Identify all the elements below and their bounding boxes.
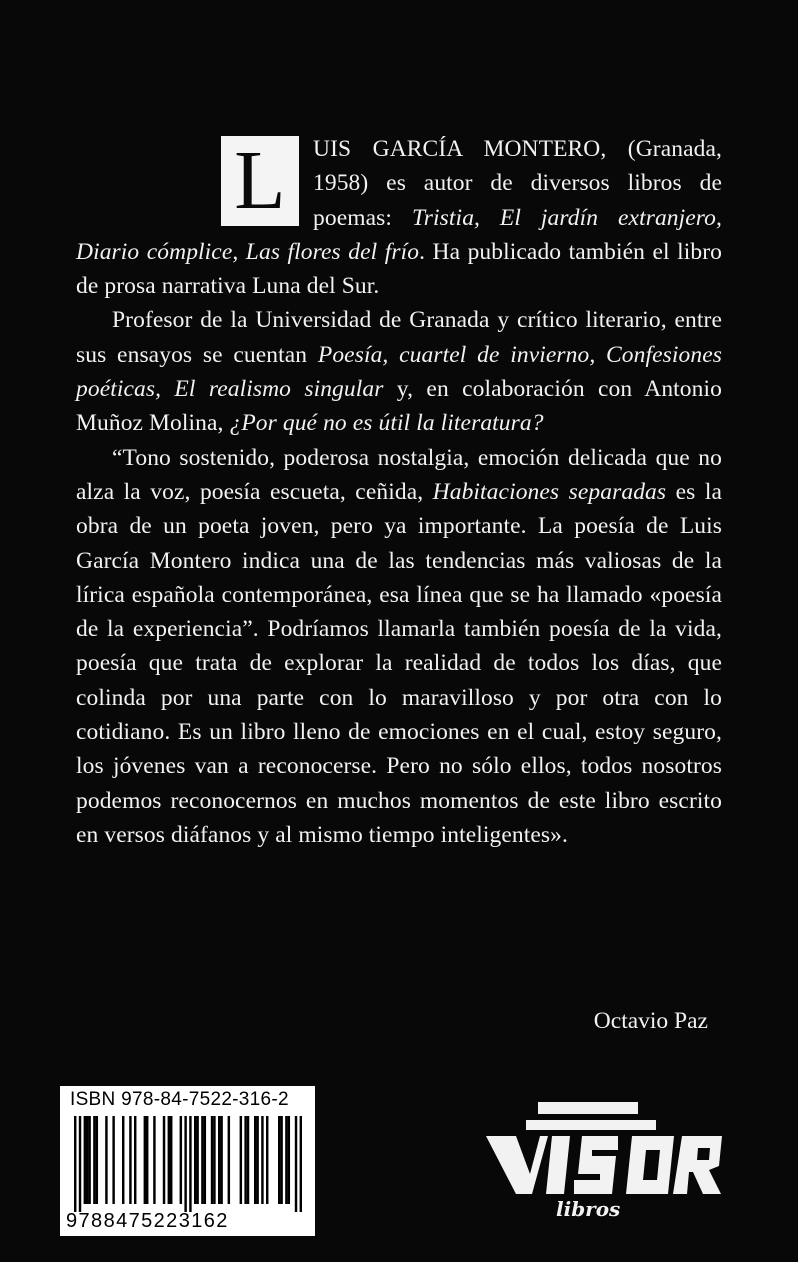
barcode-bar <box>153 1116 155 1204</box>
barcode-bar <box>254 1116 256 1204</box>
barcode-bar <box>170 1116 172 1204</box>
barcode-bar <box>196 1116 198 1204</box>
barcode-bar <box>112 1116 114 1204</box>
bio-p2-title-2: ¿Por qué no es útil la literatura? <box>229 410 544 437</box>
barcode-bar <box>122 1116 124 1204</box>
barcode-bar <box>240 1116 242 1204</box>
logo-sub: libros <box>556 1197 621 1221</box>
barcode-bar <box>256 1116 258 1204</box>
barcode-guard-bar <box>184 1116 186 1212</box>
barcode-bar <box>168 1116 170 1204</box>
barcode-bar <box>88 1116 90 1204</box>
barcode-bar <box>261 1116 263 1204</box>
bio-p2-text-2: y, en colaboración con Antonio Muñoz Molina, <box>76 376 722 437</box>
bio-paragraph-2 <box>76 303 722 440</box>
barcode-bar <box>105 1116 107 1204</box>
barcode-bar <box>213 1116 215 1204</box>
barcode-bar <box>220 1116 222 1204</box>
barcode-bar <box>228 1116 230 1204</box>
isbn-label: ISBN 978-84-7522-316-2 <box>70 1089 289 1110</box>
barcode-bar <box>288 1116 290 1204</box>
bio-p1-text-2: . Ha publicado también el libro de prosa narrativa Luna del Sur. <box>76 238 722 300</box>
bio-p2-titles: Poesía, cuartel de invierno, Confesiones poéticas, El realismo singular <box>76 341 723 403</box>
quote-author: Octavio Paz <box>593 1008 708 1034</box>
barcode-guard-bar <box>189 1116 191 1212</box>
quote-text-1: “Tono sostenido, poderosa nostalgia, emoción delicada que no alza la voz, poesía escueta, ceñida, <box>76 444 722 505</box>
barcode-bar <box>146 1116 148 1204</box>
barcode-guard-bar <box>74 1116 76 1212</box>
barcode-bar <box>96 1116 98 1204</box>
barcode-guard-bar <box>300 1116 302 1212</box>
barcode-digits: 9788475223162 <box>66 1210 229 1232</box>
barcode-bar <box>244 1116 246 1204</box>
quote-paragraph <box>76 441 722 853</box>
quote-title: Habitaciones separadas <box>432 478 667 505</box>
quote-text-2: es la obra de un poeta joven, pero ya importante. La poesía de Luis García Montero indica una de las tendencias más valiosas de la lírica española contemporánea, esa línea que se ha llamado «poesía de la experiencia”. Podríamos llamarla también poesía de la vida, poesía que trata de explorar la realidad de todos los días, que colinda por una parte con lo maravilloso y por otra con lo cotidiano. Es un libro lleno de emociones en el cual, estoy seguro, los jóvenes van a reconocerse. Pero no sólo ellos, todos nosotros podemos reconocernos en muchos momentos de este libro escrito en versos diáfanos y al mismo tiempo inteligentes». <box>76 478 722 848</box>
barcode-bar <box>285 1116 287 1204</box>
barcode-bar <box>129 1116 131 1204</box>
barcode-bar <box>134 1116 136 1204</box>
bio-p1-titles: Tristia, El jardín extranjero, Diario cómplice, Las flores del frío <box>76 204 722 265</box>
bio-paragraph-1 <box>76 132 722 303</box>
barcode-bar <box>280 1116 282 1204</box>
barcode-bar <box>278 1116 280 1204</box>
barcode-bar <box>211 1116 213 1204</box>
barcode <box>60 1086 315 1236</box>
barcode-bar <box>266 1116 268 1204</box>
barcode-bar <box>204 1116 206 1204</box>
barcode-bar <box>163 1116 165 1204</box>
barcode-bar <box>194 1116 196 1204</box>
visor-libros-logo <box>486 1102 726 1222</box>
bio-p2-text-1: Profesor de la Universidad de Granada y crítico literario, entre sus ensayos se cuentan <box>76 307 722 368</box>
drop-cap: L <box>221 136 299 226</box>
barcode-bar <box>247 1116 249 1204</box>
barcode-guard-bar <box>295 1116 297 1212</box>
barcode-bar <box>144 1116 146 1204</box>
barcode-guard-bar <box>79 1116 81 1212</box>
barcode-bars <box>74 1116 302 1212</box>
barcode-bar <box>180 1116 182 1204</box>
barcode-bar <box>218 1116 220 1204</box>
barcode-bar <box>86 1116 88 1204</box>
barcode-bar <box>84 1116 86 1204</box>
bio-p1-text-1: UIS GARCÍA MONTERO, (Granada, 1958) es autor de diversos libros de poemas: <box>313 136 722 231</box>
body-text <box>76 132 722 852</box>
barcode-bar <box>201 1116 203 1204</box>
barcode-bar <box>93 1116 95 1204</box>
